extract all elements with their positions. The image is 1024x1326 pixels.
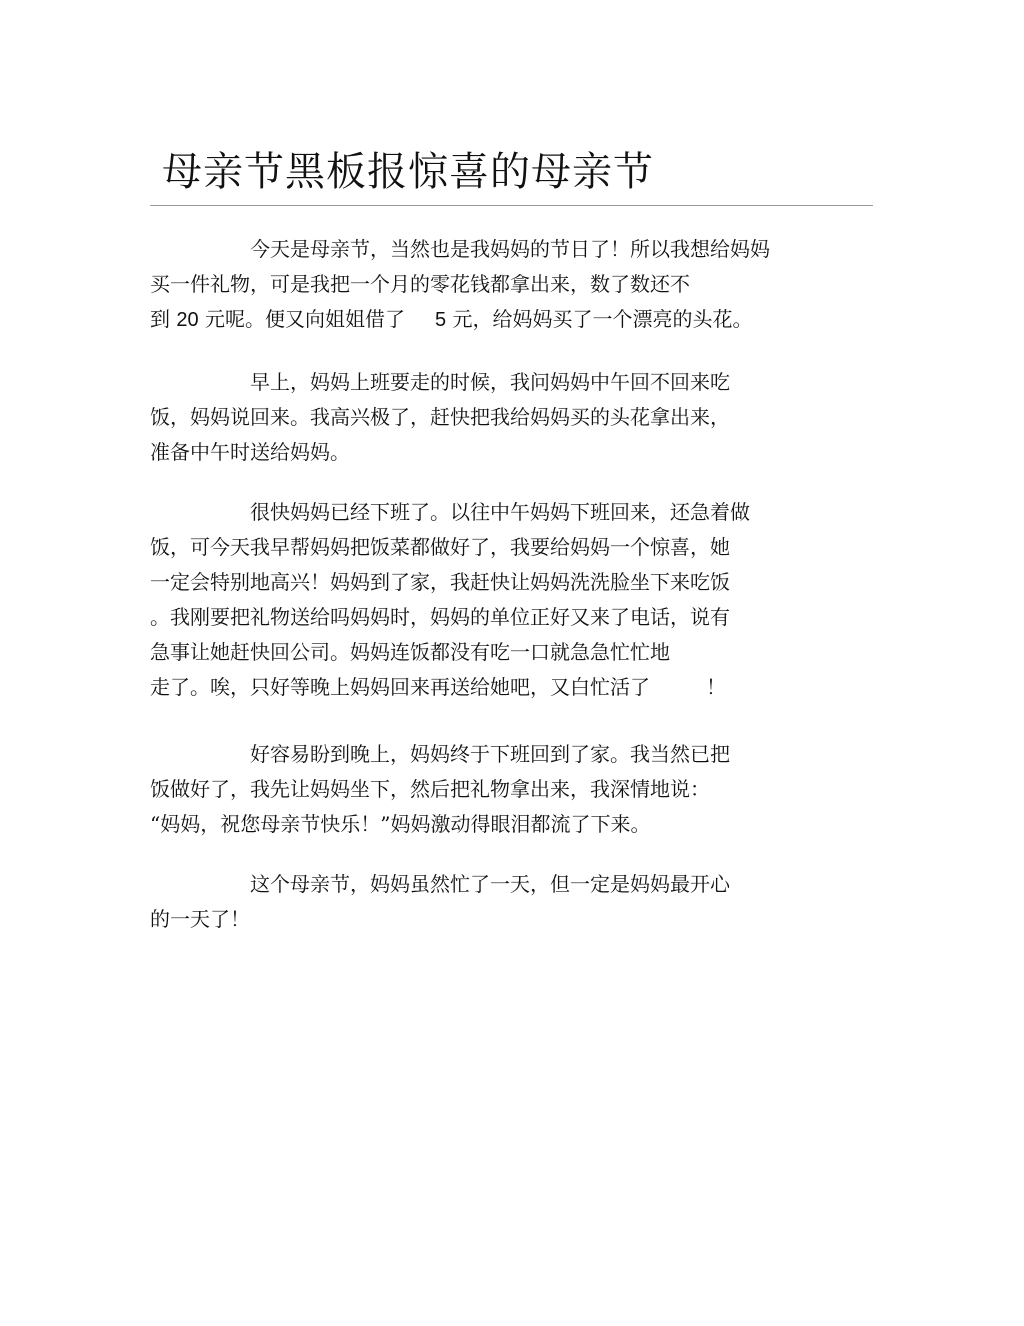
text-line: 饭，妈妈说回来。我高兴极了，赶快把我给妈妈买的头花拿出来，: [150, 405, 730, 429]
text-segment: 到: [150, 307, 170, 331]
document-title: 母亲节黑板报惊喜的母亲节: [162, 149, 654, 195]
paragraph-5: [150, 867, 870, 937]
text-line: 今天是母亲节，当然也是我妈妈的节日了！所以我想给妈妈: [250, 237, 770, 261]
text-line: 饭，可今天我早帮妈妈把饭菜都做好了，我要给妈妈一个惊喜，她: [150, 535, 730, 559]
text-segment: ！: [706, 675, 726, 699]
text-line: 。我刚要把礼物送给吗妈妈时，妈妈的单位正好又来了电话，说有: [150, 605, 730, 629]
text-line: 买一件礼物，可是我把一个月的零花钱都拿出来，数了数还不: [150, 272, 690, 296]
text-line: 的一天了！: [150, 907, 250, 931]
text-line: [150, 670, 870, 705]
paragraph-3: [150, 495, 870, 705]
text-line: 急事让她赶快回公司。妈妈连饭都没有吃一口就急急忙忙地: [150, 640, 670, 664]
text-line: “妈妈，祝您母亲节快乐！”妈妈激动得眼泪都流了下来。: [150, 812, 651, 836]
paragraph-4: [150, 737, 870, 842]
text-line: [150, 302, 870, 337]
text-segment: 元呢。便又向姐姐借了: [204, 307, 405, 331]
text-segment: 元，给妈妈买了一个漂亮的头花。: [452, 307, 753, 331]
text-line: 很快妈妈已经下班了。以往中午妈妈下班回来，还急着做: [250, 500, 750, 524]
text-line: 好容易盼到晚上，妈妈终于下班回到了家。我当然已把: [250, 742, 730, 766]
text-line: 饭做好了，我先让妈妈坐下，然后把礼物拿出来，我深情地说：: [150, 777, 710, 801]
amount-five: 5: [434, 309, 447, 331]
paragraph-1: [150, 232, 870, 337]
text-line: 这个母亲节，妈妈虽然忙了一天，但一定是妈妈最开心: [250, 872, 730, 896]
paragraph-2: [150, 365, 870, 470]
text-line: 准备中午时送给妈妈。: [150, 440, 350, 464]
amount-twenty: 20: [176, 309, 199, 331]
text-segment: 走了。唉，只好等晚上妈妈回来再送给她吧，又白忙活了: [150, 675, 650, 699]
title-divider: [150, 205, 873, 206]
text-line: 早上，妈妈上班要走的时候，我问妈妈中午回不回来吃: [250, 370, 730, 394]
text-line: 一定会特别地高兴！妈妈到了家，我赶快让妈妈洗洗脸坐下来吃饭: [150, 570, 730, 594]
